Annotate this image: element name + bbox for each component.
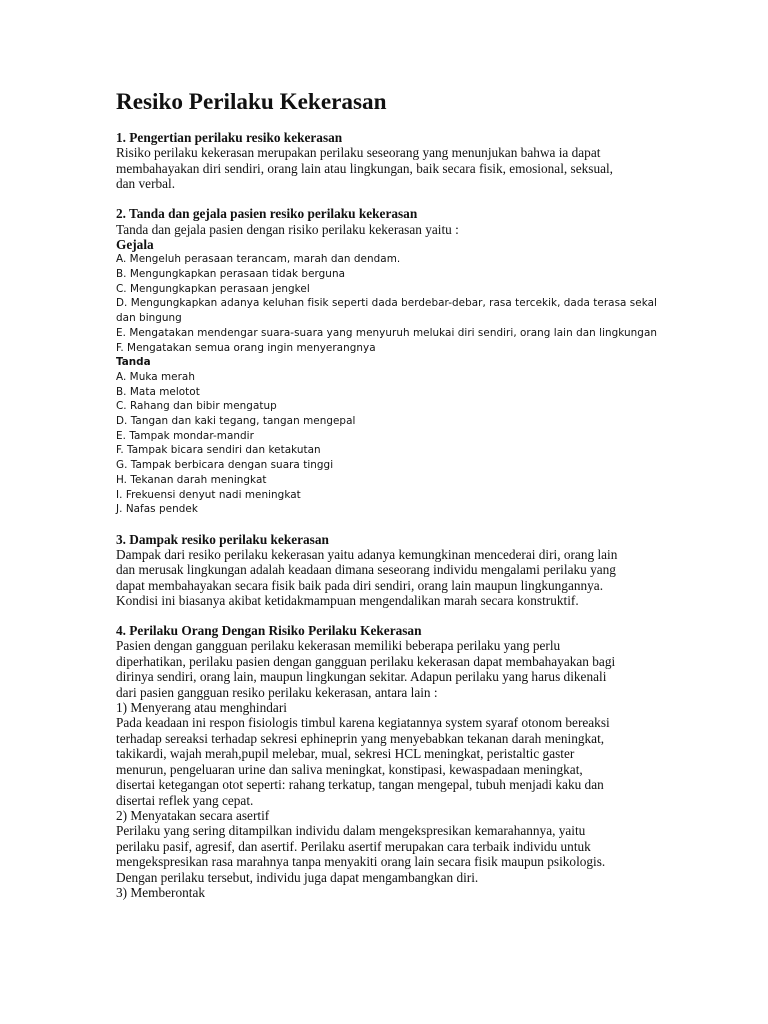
list-item: D. Tangan dan kaki tegang, tangan mengepal <box>116 415 356 428</box>
list-item: A. Muka merah <box>116 370 195 383</box>
paragraph-line: disertai ketegangan otot seperti: rahang terkatup, tangan mengepal, tubuh menjadi kaku dan <box>116 777 604 793</box>
subsection-heading: 3) Memberontak <box>116 884 205 900</box>
tanda-list <box>116 370 656 517</box>
paragraph-line: takikardi, wajah merah,pupil melebar, mual, sekresi HCL meningkat, peristaltic gaster <box>116 746 575 762</box>
paragraph-line: terhadap sereaksi terhadap sekresi ephineprin yang menyebabkan tekanan darah meningkat, <box>116 730 605 746</box>
list-item: E. Mengatakan mendengar suara-suara yang menyuruh melukai diri sendiri, orang lain dan lingkungan <box>116 326 658 339</box>
list-item: F. Mengatakan semua orang ingin menyerangnya <box>116 341 376 354</box>
list-item: H. Tekanan darah meningkat <box>116 473 267 486</box>
section-2-heading: 2. Tanda dan gejala pasien resiko perilaku kekerasan <box>116 206 418 222</box>
list-item: E. Tampak mondar-mandir <box>116 429 254 442</box>
paragraph-line: diperhatikan, perilaku pasien dengan gangguan perilaku kekerasan dapat membahayakan bagi <box>116 653 616 669</box>
section-3-heading: 3. Dampak resiko perilaku kekerasan <box>116 531 329 547</box>
list-item: B. Mata melotot <box>116 385 200 398</box>
section-1-heading: 1. Pengertian perilaku resiko kekerasan <box>116 130 343 145</box>
paragraph-line: dan merusak lingkungan adalah keadaan dimana seseorang individu mengalami perilaku yang <box>116 562 616 578</box>
section-4-body <box>116 638 656 900</box>
paragraph-line: menurun, pengeluaran urine dan saliva meningkat, konstipasi, kewaspadaan meningkat, <box>116 761 583 777</box>
subsection-heading: 1) Menyerang atau menghindari <box>116 700 287 716</box>
paragraph-line: Pada keadaan ini respon fisiologis timbul karena kegiatannya system syaraf otonom bereaksi <box>116 715 610 731</box>
paragraph-line: dari pasien gangguan resiko perilaku kekerasan, antara lain : <box>116 684 438 700</box>
tanda-label: Tanda <box>116 356 151 369</box>
gejala-list <box>116 252 656 355</box>
section-4-heading: 4. Perilaku Orang Dengan Risiko Perilaku Kekerasan <box>116 623 422 639</box>
paragraph-line: Dampak dari resiko perilaku kekerasan yaitu adanya kemungkinan mencederai diri, orang lain <box>116 546 618 562</box>
list-item: A. Mengeluh perasaan terancam, marah dan dendam. <box>116 253 401 266</box>
list-item: D. Mengungkapkan adanya keluhan fisik seperti dada berdebar-debar, rasa tercekik, dada terasa sekal <box>116 297 657 310</box>
list-item: G. Tampak berbicara dengan suara tinggi <box>116 459 334 472</box>
list-item: dan bingung <box>116 312 182 325</box>
paragraph-line: Risiko perilaku kekerasan merupakan perilaku seseorang yang menunjukan bahwa ia dapat <box>116 145 601 161</box>
section-3-body <box>116 547 656 609</box>
subsection-heading: 2) Menyatakan secara asertif <box>116 807 270 823</box>
gejala-label: Gejala <box>116 236 154 252</box>
list-item: F. Tampak bicara sendiri dan ketakutan <box>116 444 321 457</box>
document-title: Resiko Perilaku Kekerasan <box>116 89 387 115</box>
paragraph-line: dapat membahayakan secara fisik baik pada diri sendiri, orang lain maupun lingkungannya. <box>116 577 604 593</box>
list-item: I. Frekuensi denyut nadi meningkat <box>116 488 301 501</box>
section-1-body <box>116 145 656 191</box>
paragraph-line: Pasien dengan gangguan perilaku kekerasan memiliki beberapa perilaku yang perlu <box>116 638 561 654</box>
list-item: C. Rahang dan bibir mengatup <box>116 400 277 413</box>
list-item: B. Mengungkapkan perasaan tidak berguna <box>116 268 345 281</box>
list-item: J. Nafas pendek <box>116 503 198 516</box>
paragraph-line: Perilaku yang sering ditampilkan individu dalam mengekspresikan kemarahannya, yaitu <box>116 823 586 839</box>
paragraph-line: Dengan perilaku tersebut, individu juga dapat mengambangkan diri. <box>116 869 479 885</box>
paragraph-line: dirinya sendiri, orang lain, maupun lingkungan sekitar. Adapun perilaku yang harus dikenali <box>116 669 607 685</box>
section-2-intro: Tanda dan gejala pasien dengan risiko perilaku kekerasan yaitu : <box>116 221 459 237</box>
paragraph-line: perilaku pasif, agresif, dan asertif. Perilaku asertif merupakan cara terbaik individu untuk <box>116 838 591 854</box>
list-item: C. Mengungkapkan perasaan jengkel <box>116 282 310 295</box>
paragraph-line: mengekspresikan rasa marahnya tanpa menyakiti orang lain secara fisik maupun psikologis. <box>116 854 606 870</box>
paragraph-line: dan verbal. <box>116 176 176 192</box>
paragraph-line: disertai reflek yang cepat. <box>116 792 254 808</box>
document-page <box>116 88 656 900</box>
paragraph-line: membahayakan diri sendiri, orang lain atau lingkungan, baik secara fisik, emosional, seksual, <box>116 160 614 176</box>
paragraph-line: Kondisi ini biasanya akibat ketidakmampuan mengendalikan marah secara konstruktif. <box>116 593 579 609</box>
